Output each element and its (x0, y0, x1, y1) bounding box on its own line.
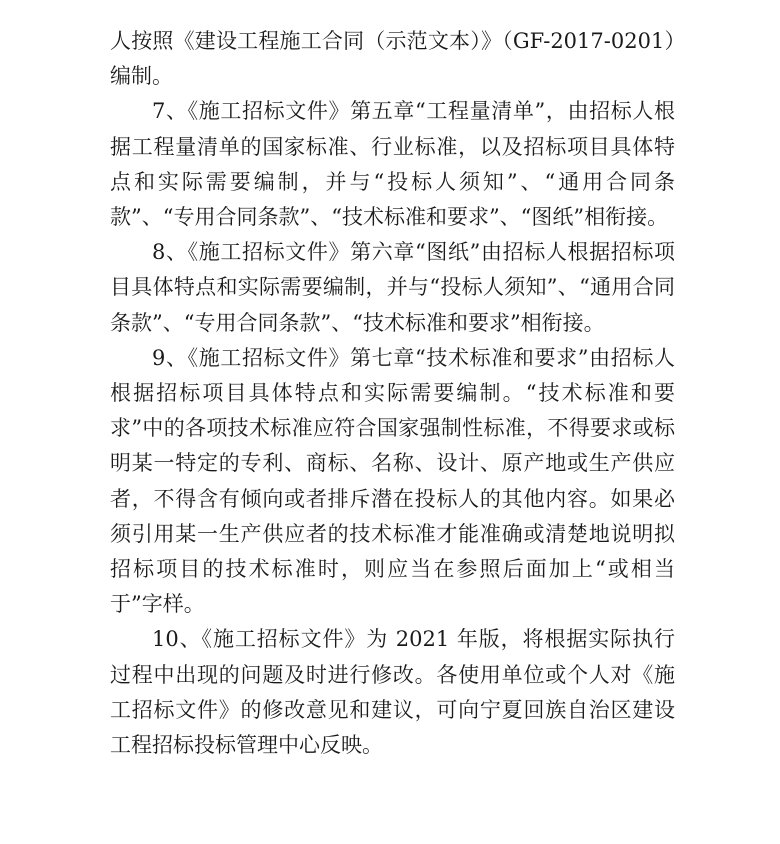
paragraph-item-10: 10、《施工招标文件》为 2021 年版，将根据实际执行过程中出现的问题及时进行修改。各使用单位或个人对《施工招标文件》的修改意见和建议，可向宁夏回族自治区建设工程招标投标管理中心反映。 (110, 627, 675, 758)
paragraph-item-8: 8、《施工招标文件》第六章“图纸”由招标人根据招标项目具体特点和实际需要编制，并与“投标人须知”、“通用合同条款”、“专用合同条款”、“技术标准和要求”相衔接。 (110, 240, 675, 335)
paragraph-item-7: 7、《施工招标文件》第五章“工程量清单”，由招标人根据工程量清单的国家标准、行业标准，以及招标项目具体特点和实际需要编制，并与“投标人须知”、“通用合同条款”、“专用合同条款”、“技术标准和要求”、“图纸”相衔接。 (110, 99, 675, 230)
paragraph-continuation: 人按照《建设工程施工合同（示范文本）》（GF-2017-0201）编制。 (110, 29, 675, 89)
paragraph-item-9: 9、《施工招标文件》第七章“技术标准和要求”由招标人根据招标项目具体特点和实际需要编制。“技术标准和要求”中的各项技术标准应符合国家强制性标准，不得要求或标明某一特定的专利、商标、名称、设计、原产地或生产供应者，不得含有倾向或者排斥潜在投标人的其他内容。如果必须引用某一生产供应者的技术标准才能准确或清楚地说明拟招标项目的技术标准时，则应当在参照后面加上“或相当于”字样。 (110, 345, 675, 617)
document-page (110, 24, 675, 763)
